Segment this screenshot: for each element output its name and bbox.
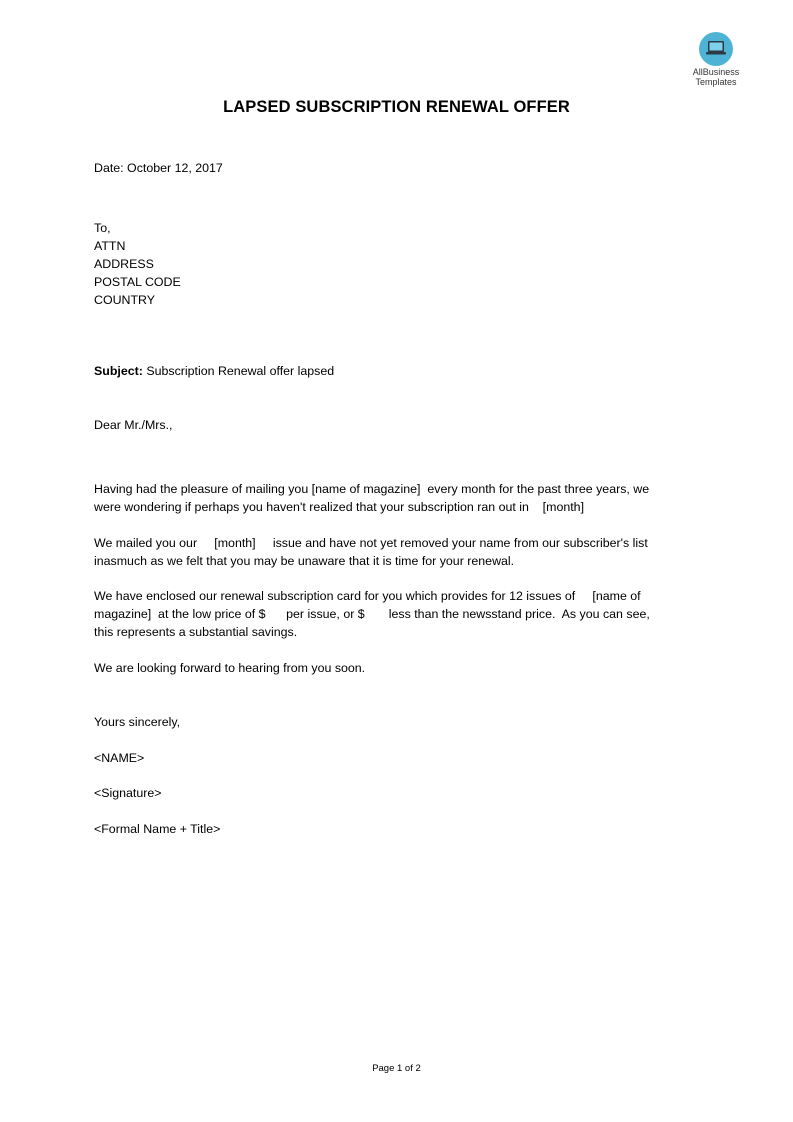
paragraph-3-line-2: magazine] at the low price of $ per issue, or $ less than the newsstand price. As you can see, [94,607,650,621]
subject-label: Subject: [94,364,143,378]
logo-text [686,67,746,87]
sender-signature: <Signature> [94,786,162,800]
paragraph-3-line-3: this represents a substantial savings. [94,625,298,639]
date-line: Date: October 12, 2017 [94,161,223,175]
sender-name: <NAME> [94,751,145,765]
address-to: To, [94,221,111,235]
paragraph-4: We are looking forward to hearing from you soon. [94,661,366,675]
paragraph-2-line-2: inasmuch as we felt that you may be unaware that it is time for your renewal. [94,554,515,568]
address-country: COUNTRY [94,293,156,307]
salutation: Dear Mr./Mrs., [94,418,173,432]
logo-line-2: Templates [695,77,737,87]
logo-line-1: AllBusiness [692,67,740,77]
paragraph-3 [94,587,709,641]
allbusiness-templates-logo [686,32,746,87]
paragraph-1-line-2: were wondering if perhaps you haven't realized that your subscription ran out in [month] [94,500,585,514]
paragraph-3-line-1: We have enclosed our renewal subscription card for you which provides for 12 issues of [name of [94,589,641,603]
address-line: ADDRESS [94,257,154,271]
paragraph-1-line-1: Having had the pleasure of mailing you [name of magazine] every month for the past three years, we [94,482,650,496]
sign-off: Yours sincerely, [94,715,181,729]
laptop-icon [699,32,733,66]
paragraph-1 [94,480,709,516]
sender-formal-name: <Formal Name + Title> [94,822,221,836]
subject-line [94,362,334,380]
paragraph-2 [94,534,709,570]
address-attn: ATTN [94,239,126,253]
subject-text: Subscription Renewal offer lapsed [142,364,335,378]
paragraph-2-line-1: We mailed you our [month] issue and have not yet removed your name from our subscriber's list [94,536,648,550]
page-number: Page 1 of 2 [372,1063,421,1074]
address-postal-code: POSTAL CODE [94,275,181,289]
document-title: LAPSED SUBSCRIPTION RENEWAL OFFER [223,98,570,116]
